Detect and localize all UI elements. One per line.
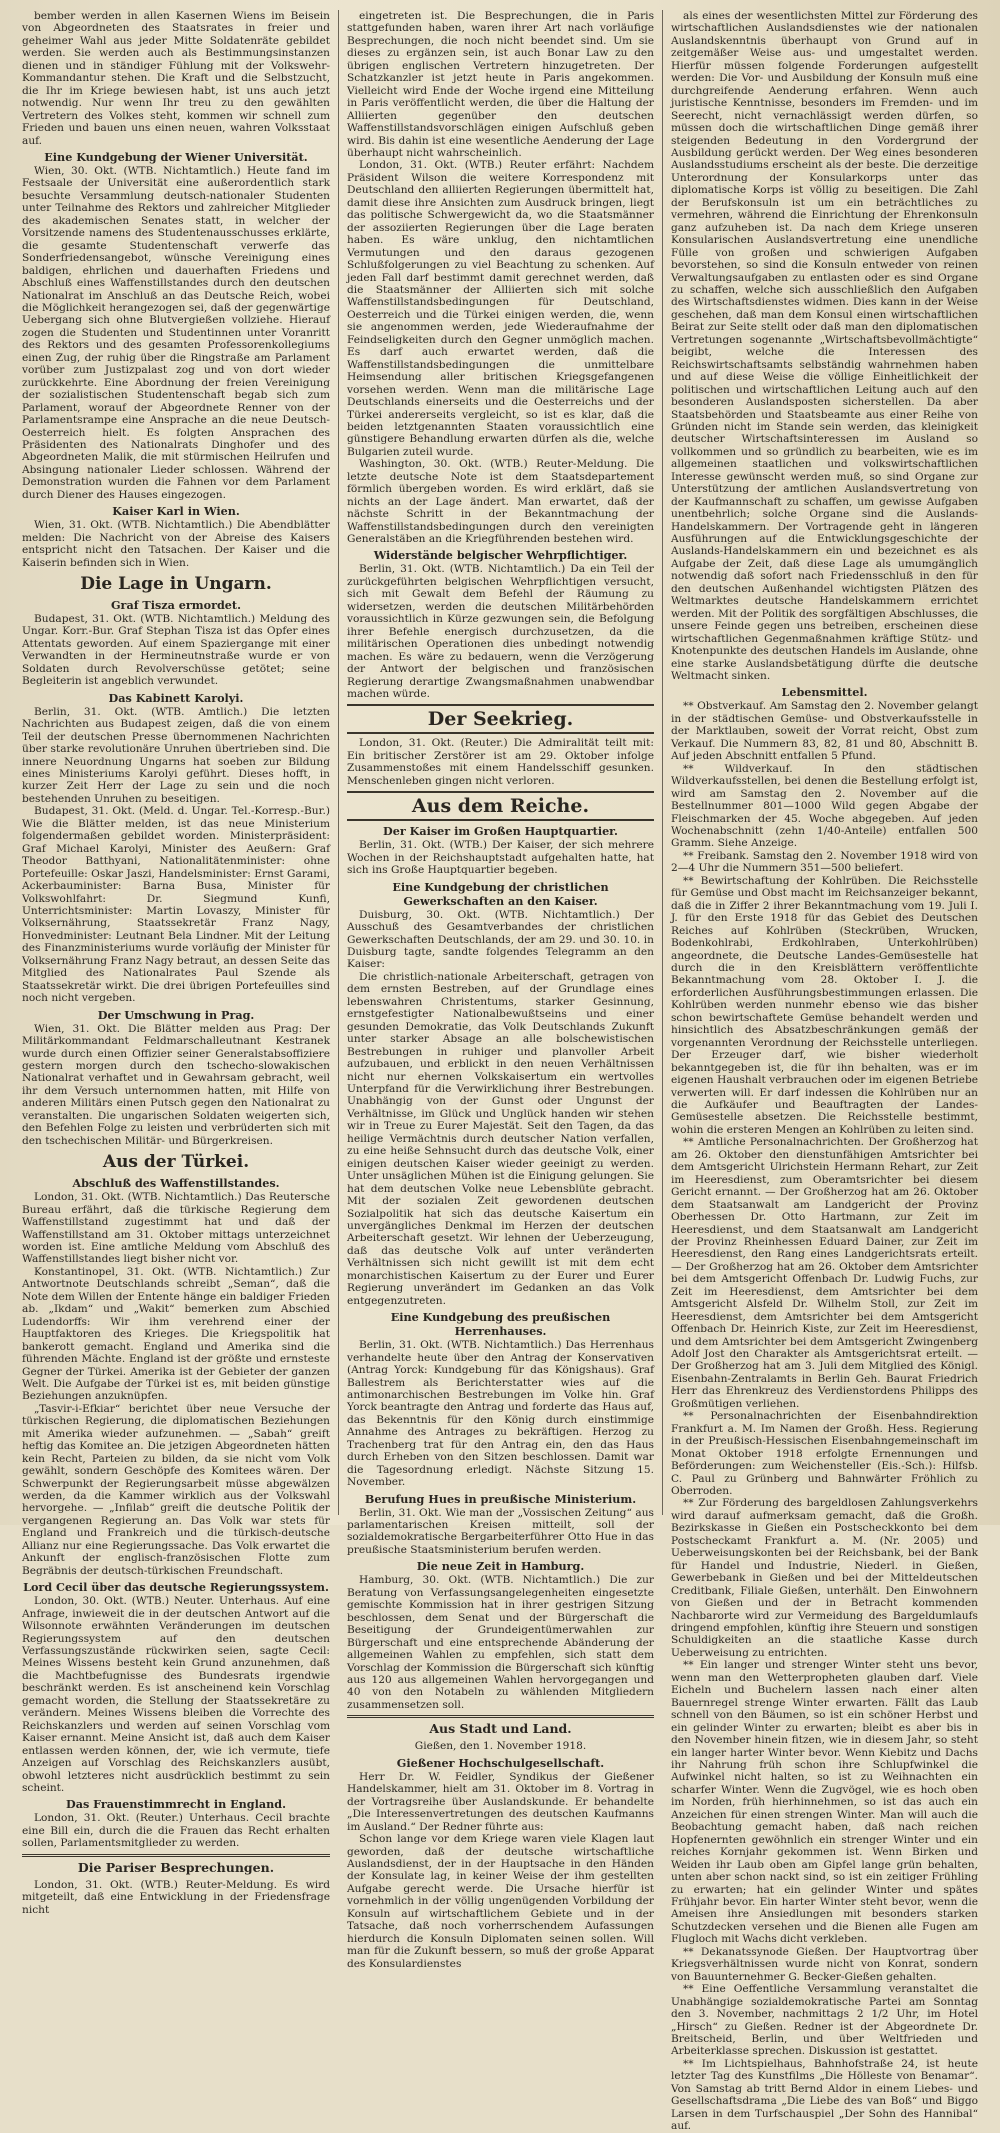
paragraph: Berlin, 31. Okt. (WTB. Nichtamtlich.) Das Herrenhaus verhandelte heute über den Antrag der Konservativen (Antrag Yorck: Kundgebung für das Königshaus). Graf Ballestrem als Berichterstatter wies auf die antimonarchischen Bestrebungen im Volke hin. Graf Yorck beantragte den Antrag und forderte das Haus auf, das Bekenntnis für den König durch einstimmige Annahme des Antrages zu bekräftigen. Herzog zu Trachenberg trat für den Antrag ein, den das Haus durch Erheben von den Sitzen beschlossen. Damit war die Tagesordnung erledigt. Nächste Sitzung 15. November. (347, 1339, 654, 1489)
paragraph: ** Amtliche Personalnachrichten. Der Großherzog hat am 26. Oktober den dienstunfähigen Amtsrichter bei dem Amtsgericht Ulrichstein Hermann Rehart, zur Zeit im Heeresdienst, zum Oberamtsrichter bei diesem Gericht ernannt. — Der Großherzog hat am 26. Oktober dem Staatsanwalt am Landgericht der Provinz Oberhessen Dr. Otto Hartmann, zur Zeit im Heeresdienst, und dem Staatsanwalt am Landgericht der Provinz Rheinhessen Eduard Dainer, zur Zeit im Heeresdienst, den Rang eines Landgerichtsrats erteilt. — Der Großherzog hat am 26. Oktober dem Amtsrichter bei dem Amtsgericht Offenbach Dr. Ludwig Fuchs, zur Zeit im Heeresdienst, dem Amtsrichter bei dem Amtsgericht Alsfeld Dr. Wilhelm Stoll, zur Zeit im Heeresdienst, dem Amtsrichter bei dem Amtsgericht Offenbach Dr. Heinrich Kiste, zur Zeit im Heeresdienst, und dem Amtsrichter bei dem Amtsgericht Zwingenberg Adolf Jost den Charakter als Amtsgerichtsrat erteilt. — Der Großherzog hat am 3. Juli dem Mitglied des Königl. Eisenbahn-Zentralamts in Berlin Geh. Baurat Friedrich Herr das Ehrenkreuz des Verdienstordens Philipps des Großmütigen verliehen. (671, 1136, 978, 1410)
paragraph: ** Freibank. Samstag den 2. November 1918 wird von 2—4 Uhr die Nummern 351—500 beliefert. (671, 849, 978, 875)
paragraph: ** Obstverkauf. Am Samstag den 2. November gelangt in der städtischen Gemüse- und Obstverkaufsstelle in der Marktlauben, soweit der Vorrat reicht, Obst zum Verkauf. Die Nummern 83, 82, 81 und 80, Abschnitt B. Auf jeden Abschnitt entfallen 5 Pfund. (671, 700, 978, 763)
section-heading: Der Umschwung in Prag. (97, 1007, 255, 1022)
paragraph: Wien, 31. Okt. Die Blätter melden aus Prag: Der Militärkommandant Feldmarschalleutnant Kestranek wurde durch einen Offizier seiner Generalstabsoffiziere gestern morgen durch den tschecho-slowakischen Nationalrat verhaftet und in Gewahrsam gebracht, weil ihr dem Versuch unternommen hatten, mit Hilfe von anderen Militärs einen Putsch gegen den Nationalrat zu veranstalten. Die ungarischen Soldaten weigerten sich, den Befehlen Folge zu leisten und verbrüderten sich mit den tschechischen Militär- und Bürgerkreisen. (22, 1022, 330, 1147)
paragraph: Herr Dr. W. Feidler, Syndikus der Gießener Handelskammer, hielt am 31. Oktober im 8. Vortrag in der Vortragsreihe über Auslandskunde. Er behandelte „Die Interessenvertretungen des deutschen Kaufmanns im Ausland.“ Der Redner führte aus: (347, 1770, 654, 1833)
column-2 (338, 10, 662, 1970)
section-heading: Lebensmittel. (781, 685, 868, 700)
paragraph: London, 31. Okt. (WTB. Nichtamtlich.) Das Reutersche Bureau erfährt, daß die türkische Regierung dem Waffenstillstand zugestimmt hat und daß der Waffenstillstand am 31. Oktober mittags unterzeichnet worden ist. Eine amtliche Meldung vom Abschluß des Waffenstillstandes liegt bisher nicht vor. (22, 1191, 330, 1266)
boxed-heading: Aus dem Reiche. (347, 791, 654, 821)
columns (14, 10, 988, 2133)
dateline: Gießen, den 1. November 1918. (414, 1740, 587, 1753)
paragraph: als eines der wesentlichsten Mittel zur Förderung des wirtschaftlichen Auslandsdienstes wie der nationalen Auslandskenntnis überhaupt von Grund auf in zeitgemäßer Weise aus- und umgestaltet werden. Hierfür müssen folgende Forderungen aufgestellt werden: Die Vor- und Ausbildung der Konsuln muß eine durchgreifende Aenderung erfahren. Wenn auch juristische Kenntnisse, besonders im Fremden- und im Seerecht, nicht vernachlässigt werden dürfen, so müssen doch die wirtschaftlichen Dinge gemäß ihrer steigenden Bedeutung in den Vordergrund der Ausbildung gerückt werden. Der Weg eines besonderen Auslandsstudiums erscheint als der beste. Die derzeitige Unterordnung der Konsularkorps unter das diplomatische Korps ist völlig zu beseitigen. Die Zahl der Berufskonsuln ist um ein beträchtliches zu vermehren, während die Einrichtung der Ehrenkonsuln ganz aufzuheben ist. Da nach dem Kriege unseren Konsularischen Auslandsvertretung eine unendliche Fülle von großen und schwierigen Aufgaben bevorstehen, so sind die Konsuln entweder von reinen Verwaltungsaufgaben zu entlasten oder es sind Organe zu schaffen, welche sich ausschließlich den Aufgaben des Wirtschaftsdienstes widmen. Dies kann in der Weise geschehen, daß man dem Konsul einen wirtschaftlichen Beirat zur Seite stellt oder daß man den diplomatischen Vertretungen sogenannte „Wirtschaftsbevollmächtigte“ beigibt, welche die Interessen des Reichswirtschaftsamts selbständig wahrnehmen haben und auf diese Weise die völlige Einheitlichkeit der politischen und wirtschaftlichen Leitung auch auf den besonderen Auslandsposten sicherstellen. Da aber Staatsbehörden und Staatsbeamte aus einer Reihe von Gründen nicht im Stande sein werden, das kleinigkeit deutscher Wirtschaftsinteressen im Ausland so vollkommen und so gründlich zu bearbeiten, wie es im allgemeinen staatlichen und volkswirtschaftlichen Interesse gewünscht werden muß, so sind Organe zur Unterstützung der amtlichen Auslandsvertretung von der Kaufmannschaft zu schaffen, um gewisse Aufgaben unentbehrlich; solche Organe sind die Auslands-Handelskammern. Der Vortragende geht in längeren Ausführungen auf die Entwicklungsgeschichte der Auslands-Handelskammern ein und bezeichnet es als Aufgabe der Zeit, daß diese Lage als umumgänglich notwendig daß sofort nach Friedensschluß in den für den deutschen Außenhandel wichtigsten Plätzen des Weltmarktes deutsche Handelskammern errichtet werden. Mit der Politik des sorgfältigen Abschlusses, die unsere Feinde gegen uns betreiben, erscheinen diese wirtschaftlichen Gegenmaßnahmen kräftige Stütz- und Knotenpunkte des deutschen Handels im Auslande, ohne eine starke Auslandsbetätigung dürfte die deutsche Weltmacht sinken. (671, 10, 978, 683)
paragraph: London, 31. Okt. (WTB.) Reuter-Meldung. Es wird mitgeteilt, daß eine Entwicklung in der Friedensfrage nicht (22, 1878, 330, 1916)
section-heading: Graf Tisza ermordet. (111, 598, 241, 613)
paragraph: ** Bewirtschaftung der Kohlrüben. Die Reichsstelle für Gemüse und Obst macht im Reichsanzeiger bekannt, daß die in Ziffer 2 ihrer Bekanntmachung vom 19. Juli I. J. für den Erste 1918 für das Gebiet des Deutschen Reiches auf Kohlrüben (Steckrüben, Wrucken, Bodenkohlrabi, Erdkohlraben, Unterkohlrüben) angeordnete, die Deutsche Landes-Gemüsestelle hat durch die in den Kreisblättern veröffentlichte Bekanntmachung vom 28. Oktober I. J. die erforderlichen Ausführungsbestimmungen erlassen. Die Kohlrüben werden nunmehr ebenso wie das bisher schon bewirtschaftete Gemüse behandelt werden und hinsichtlich des Absatzbeschränkungen gemäß der vorgenannten Verordnung der Reichsstelle unterliegen. Der Erzeuger darf, wie bisher wiederholt bekanntgegeben ist, die für ihn behalten, was er im eigenen Haushalt verbrauchen oder im eigenen Betriebe verwerten will. Er darf indessen die Kohlrüben nur an die Aufkäufer und Beauftragten der Landes-Gemüsestelle absetzen. Die Reichsstelle bestimmt, wohin die ersteren Mengen an Kohlrüben zu leiten sind. (671, 874, 978, 1136)
paragraph: London, 31. Okt. (WTB.) Reuter erfährt: Nachdem Präsident Wilson die weitere Korrespondenz mit Deutschland den alliierten Regierungen übermittelt hat, damit diese ihre Ansichten zum Ausdruck bringen, liegt das politische Schwergewicht da, wo die Staatsmänner der assoziierten Regierungen über die Lage beraten haben. Es wäre unklug, den nichtamtlichen Vermutungen und den daraus gezogenen Schlußfolgerungen zu viel Beachtung zu schenken. Auf jeden Fall darf bestimmt damit gerechnet werden, daß die Staatsmänner der Alliierten sich mit solche Waffenstillstandsbedingungen für Deutschland, Oesterreich und die Türkei einigen werden, die, wenn sie angenommen werden, jede Wiederaufnahme der Feindseligkeiten durch den Gegner unmöglich machen. Es darf auch erwartet werden, daß die Waffenstillstandsbedingungen die unmittelbare Heimsendung aller britischen Kriegsgefangenen vorsehen werden. Wenn man die militärische Lage Deutschlands einerseits und die Oesterreichs und der Türkei andererseits vergleicht, so ist es klar, daß die beiden letztgenannten Staaten voraussichtlich eine günstigere Behandlung erwarten dürfen als die, welche Bulgarien zuteil wurde. (347, 159, 654, 458)
paragraph: Wien, 30. Okt. (WTB. Nichtamtlich.) Heute fand im Festsaale der Universität eine außerordentlich stark besuchte Versammlung deutsch-nationaler Studenten unter Teilnahme des Rektors und zahlreicher Mitglieder des akademischen Senates statt, in welcher der Vorsitzende namens des Studentenausschusses erklärte, die gesamte Studentenschaft verwerfe das Sonderfriedensangebot, wünsche Vereinigung eines baldigen, ehrlichen und dauerhaften Friedens und Abschluß eines Waffenstillstandes durch den deutschen Nationalrat im Anschluß an das Deutsche Reich, wobei die Möglichkeit herangezogen sei, daß der gegenwärtige Uebergang sich ohne Blutvergießen vollziehe. Hierauf zogen die Studenten und Studentinnen unter Voranritt des Rektors und des gesamten Professorenkollegiums einen Zug, der ruhig über die Ringstraße am Parlament vorüber zum Justizpalast zog und von dort wieder zurückkehrte. Eine Abordnung der freien Vereinigung der sozialistischen Studentenschaft begab sich zum Parlament, worauf der Abgeordnete Renner von der Parlamentsrampe eine Ansprache an die neue Deutsch-Oesterreich hielt. Es folgten Ansprachen des Präsidenten des Nationalrats Dinghofer und des Abgeordneten Malik, die mit stürmischen Heilrufen und Absingung nationaler Lieder schlossen. Während der Demonstration wurden die Fahnen vor dem Parlament durch Diener des Hauses eingezogen. (22, 164, 330, 501)
paragraph: London, 31. Okt. (Reuter.) Die Admiralität teilt mit: Ein britischer Zerstörer ist am 29. Oktober infolge Zusammenstoßes mit einem Handelsschiff gesunken. Menschenleben gingen nicht verloren. (347, 737, 654, 787)
paragraph: Berlin, 31. Okt. (WTB. Nichtamtlich.) Da ein Teil der zurückgeführten belgischen Wehrpflichtigen versucht, sich mit Gewalt dem Befehl der Räumung zu widersetzen, werden die deutschen Militärbehörden voraussichtlich in Kürze gezwungen sein, die Befolgung ihrer Befehle energisch durchzusetzen, da die militärischen Operationen dies unbedingt notwendig machen. Es wäre zu bedauern, wenn die Verzögerung der Antwort der belgischen und französischen Regierung derartige Zwangsmaßnahmen unabwendbar machen würde. (347, 563, 654, 701)
section-heading: Widerstände belgischer Wehrpflichtiger. (373, 548, 628, 563)
ruled-heading: Aus Stadt und Land. (347, 1715, 654, 1738)
paragraph: Berlin, 31. Okt. (WTB. Amtlich.) Die letzten Nachrichten aus Budapest zeigen, daß die von einem Teil der deutschen Presse übernommenen Nachrichten über starke revolutionäre Unruhen übertrieben sind. Die innere Neuordnung Ungarns hat soeben zur Bildung eines Ministeriums Karolyi geführt. Dieses hofft, in kurzer Zeit Herr der Lage zu sein und die noch bestehenden Unruhen zu beseitigen. (22, 705, 330, 805)
paragraph: Berlin, 31. Okt. Wie man der „Vossischen Zeitung“ aus parlamentarischen Kreisen mitteilt, soll der sozialdemokratische Bergarbeiterführer Otto Hue in das preußische Staatsministerium berufen werden. (347, 1506, 654, 1556)
paragraph: Hamburg, 30. Okt. (WTB. Nichtamtlich.) Die zur Beratung von Verfassungsangelegenheiten eingesetzte gemischte Kommission hat in ihrer gestrigen Sitzung beschlossen, dem Senat und der Bürgerschaft die Beseitigung der Grundeigentümerwahlen zur Bürgerschaft und eine entsprechende Abänderung der allgemeinen Wahlen zu empfehlen, sich statt dem Vorschlag der Kommission die Bürgerschaft sich künftig aus 120 aus allgemeinen Wahlen hervorgegangen und 40 von den Notabeln zu wählenden Mitgliedern zusammensetzen soll. (347, 1574, 654, 1711)
paragraph: Budapest, 31. Okt. (WTB. Nichtamtlich.) Meldung des Ungar. Korr.-Bur. Graf Stephan Tisza ist das Opfer eines Attentats geworden. Auf einem Spaziergange mit einer Verwandten in der Hermineutnstraße wurde er von Soldaten durch Revolverschüsse getötet; seine Begleiterin ist angeblich verwundet. (22, 613, 330, 688)
paragraph: ** Personalnachrichten der Eisenbahndirektion Frankfurt a. M. Im Namen der Großh. Hess. Regierung in der Preußisch-Hessischen Eisenbahngemeinschaft im Monat Oktober 1918 erfolgte Ernennungen und Beförderungen: zum Weichensteller (Eis.-Sch.): Hilfsb. C. Paul zu Grünberg und Bahnwärter Fröhlich zu Oberroden. (671, 1410, 978, 1498)
paragraph: bember werden in allen Kasernen Wiens im Beisein von Abgeordneten des Staatsrates in freier und geheimer Wahl aus jeder Mitte Soldatenräte gebildet werden. Sie werden auch als Bestimmungsinstanzen dienen und in ständiger Fühlung mit der Volkswehr-Kommandantur stehen. Die Kraft und die Selbstzucht, die Ihr im Kriege bewiesen habt, ist uns auch jetzt notwendig. Nur wenn Ihr treu zu den gewählten Vertretern des Volkes steht, kommen wir schnell zum Frieden und bauen uns einen neuen, wahren Volksstaat auf. (22, 10, 330, 147)
section-heading: Kaiser Karl in Wien. (112, 504, 240, 519)
section-heading: Gießener Hochschulgesellschaft. (396, 1755, 605, 1770)
paragraph: ** Wildverkauf. In den städtischen Wildverkaufsstellen, bei denen die Bestellung erfolgt ist, wird am Samstag den 2. November auf die Bestellnummer 801—1000 Wild gegen Abgabe der Fleischmarken der 45. Woche abgegeben. Auf jeden Wochenabschnitt (zehn 1/40-Anteile) entfallen 500 Gramm. Siehe Anzeige. (671, 762, 978, 850)
boxed-heading: Der Seekrieg. (347, 704, 654, 734)
section-heading: Eine Kundgebung des preußischen Herrenhauses. (390, 1310, 611, 1339)
section-heading: Abschluß des Waffenstillstandes. (72, 1176, 280, 1191)
paragraph: Washington, 30. Okt. (WTB.) Reuter-Meldung. Die letzte deutsche Note ist dem Staatsdepartement förmlich übergeben worden. Es wird erklärt, daß sie nichts an der Lage ändert. Man erwartet, daß der nächste Schritt in der Bekanntmachung der Waffenstillstandsbedingungen durch den vereinigten Generalstäben an die Kriegführenden bestehen wird. (347, 458, 654, 546)
paragraph: Konstantinopel, 31. Okt. (WTB. Nichtamtlich.) Zur Antwortnote Deutschlands schreibt „Seman“, daß die Note dem Willen der Entente hänge ein baldiger Frieden ab. „Ikdam“ und „Wakit“ bemerken zum Abschied Ludendorffs: Wir ihm verehrend einer der Hauptfaktoren des Krieges. Die Kriegspolitik hat bankerott gemacht. England und Amerika sind die führenden Mächte. England ist der größte und ernsteste Gegner der Türkei. Amerika ist der Gebieter der ganzen Welt. Die Aufgabe der Türkei ist es, mit beiden günstige Beziehungen anzuknüpfen. (22, 1265, 330, 1403)
paragraph: ** Zur Förderung des bargeldlosen Zahlungsverkehrs wird darauf aufmerksam gemacht, daß die Großh. Bezirkskasse in Gießen ein Postscheckkonto bei dem Postscheckamt Frankfurt a. M. (Nr. 2005) und Ueberweisungskonten bei der Reichsbank, bei der Bank für Handel und Industrie, Niederl. in Gießen, Gewerbebank in Gießen und bei der Mitteldeutschen Creditbank, Filiale Gießen, unterhält. Den Einwohnern von Gießen und der in Betracht kommenden Nachbarorte wird zur Vermeidung des Bargeldumlaufs dringend empfohlen, künftig ihre Steuern und sonstigen Schuldigkeiten an die staatliche Kasse durch Ueberweisung zu entrichten. (671, 1497, 978, 1659)
section-heading: Lord Cecil über das deutsche Regierungssystem. (23, 1580, 329, 1595)
section-heading: Berufung Hues in preußische Ministerium. (364, 1491, 637, 1506)
paragraph: Wien, 31. Okt. (WTB. Nichtamtlich.) Die Abendblätter melden: Die Nachricht von der Abreise des Kaisers entspricht nicht den Tatsachen. Der Kaiser und die Kaiserin befinden sich in Wien. (22, 519, 330, 569)
paragraph: ** Im Lichtspielhaus, Bahnhofstraße 24, ist heute letzter Tag des Kunstfilms „Die Hölleste von Benamar“. Von Samstag ab tritt Bernd Aldor in einem Liebes- und Gesellschaftsdrama „Die Liebe des van Boß“ und Biggo Larsen in dem Turfschauspiel „Der Sohn des Hannibal“ auf. (671, 2057, 978, 2133)
paragraph: ** Eine Oeffentliche Versammlung veranstaltet die Unabhängige sozialdemokratische Partei am Sonntag den 3. November, nachmittags 2 1/2 Uhr, im Hotel „Hirsch“ zu Gießen. Redner ist der Abgeordnete Dr. Breitscheid, Berlin, und über Weltfrieden und Arbeiterklasse sprechen. Diskussion ist gestattet. (671, 1983, 978, 2058)
section-heading: Der Kaiser im Großen Hauptquartier. (383, 824, 618, 839)
column-3 (662, 10, 986, 2133)
paragraph: Budapest, 31. Okt. (Meld. d. Ungar. Tel.-Korresp.-Bur.) Wie die Blätter melden, ist das neue Ministerium folgendermaßen gebildet worden. Ministerpräsident: Graf Michael Karolyi, Minister des Aeußern: Graf Theodor Batthyani, Nationalitätenminister: ohne Portefeuille: Oskar Jaszi, Handelsminister: Ernst Garami, Ackerbauminister: Barna Busa, Minister für Volkswohlfahrt: Dr. Siegmund Kunfi, Unterrichtsminister: Martin Lovaszy, Minister für Volksernährung, Staatssekretär Franz Nagy, Honvedminister: Leutnant Bela Lindner. Mit der Leitung des Finanzministeriums wurde vorläufig der Minister für Volksernährung Franz Nagy betraut, an dessen Seite das Mitglied des Nationalrates Paul Szende als Staatssekretär wirkt. Die drei übrigen Portefeuilles sind noch nicht vergeben. (22, 805, 330, 1005)
paragraph: eingetreten ist. Die Besprechungen, die in Paris stattgefunden haben, waren ihrer Art nach vorläufige Besprechungen, die noch nicht beendet sind. Um sie dieses zu ergänzen sein, ist auch Bonar Law zu den übrigen englischen Vertretern hinzugetreten. Der Schatzkanzler ist jetzt heute in Paris angekommen. Vielleicht wird Ende der Woche irgend eine Mitteilung in Paris veröffentlicht werden, die über die Haltung der Alliierten gegenüber den deutschen Waffenstillstandsvorschlägen einigen Aufschluß geben wird. Bis dahin ist eine wesentliche Aenderung der Lage überhaupt nicht wahrscheinlich. (347, 10, 654, 159)
paragraph: Die christlich-nationale Arbeiterschaft, getragen von dem ernsten Bestreben, auf der Grundlage eines lebenswahren Christentums, starker Gesinnung, ernstgefestigter Nationalbewußtseins und einer gesunden Demokratie, das Volk Deutschlands Zukunft unter starker Absage an alle bolschewistischen Bestrebungen in ruhiger und planvoller Arbeit aufzubauen, und erblickt in den neuen Verhältnissen nicht nur ehernen Volkskaisertum ein wertvolles Unterpfand für die Verwirklichung ihrer Bestrebungen. Unabhängig von der Gunst oder Ungunst der Verhältnisse, im Glück und Unglück handen wir stehen wir in Treue zu Eurer Majestät. Seit den Tagen, da das heilige Vermächtnis durch deutscher Nation verfallen, zu eine heiße Sehnsucht durch das deutsche Volk, einer einigen deutschen Kaiser wieder geeinigt zu werden. Unter unsäglichen Mühen ist die Einigung gelungen. Sie hat dem deutschen Volke neue Lebensblüte gebracht. Mit der sozialen Zeit gewordenen deutschen Sozialpolitik hat sich das deutsche Kaisertum ein unvergängliches Denkmal im Herzen der deutschen Arbeiterschaft gesetzt. Wir lehnen der Ueberzeugung, daß das deutsche Volk auf unter veränderten Verhältnissen sich nicht gewillt ist mit dem echt monarchistischen Kaisertum zu der Eurer und Eurer Regierung unverändert im Gedanken an das Volk entgegenzutreten. (347, 970, 654, 1307)
column-1 (14, 10, 338, 1916)
major-heading: Die Lage in Ungarn. (80, 574, 272, 595)
paragraph: London, 30. Okt. (WTB.) Neuter. Unterhaus. Auf eine Anfrage, inwieweit die in der deutschen Antwort auf die Wilsonnote erwähnten Veränderungen im deutschen Regierungssystem auf den deutschen Verfassungszustände rückwirken seien, sagte Cecil: Meines Wissens besteht kein Grund anzunehmen, daß die Machtbefugnisse des Bundesrats irgendwie beschränkt werden. Es ist anscheinend kein Vorschlag gemacht worden, die Stellung der Staatssekretäre zu verändern. Meines Wissens bleiben die Vorrechte des Reichskanzlers und werden auf seinen Vorschlag vom Kaiser ernannt. Meine Ansicht ist, daß auch dem Kaiser entlassen werden können, der, wie ich vermute, tiefe Anzeigen auf Vorschlag des Reichskanzlers ausübt, obwohl letzteres nicht ausdrücklich bestimmt zu sein scheint. (22, 1595, 330, 1794)
paragraph: ** Dekanatssynode Gießen. Der Hauptvortrag über Kriegsverhältnissen wurde nicht von Konrat, sondern von Bauunternehmer G. Becker-Gießen gehalten. (671, 1945, 978, 1983)
ruled-heading: Die Pariser Besprechungen. (22, 1854, 330, 1877)
paragraph: Duisburg, 30. Okt. (WTB. Nichtamtlich.) Der Ausschuß des Gesamtverbandes der christlichen Gewerkschaften Deutschlands, der am 29. und 30. 10. in Duisburg tagte, sandte folgendes Telegramm an den Kaiser: (347, 908, 654, 971)
section-heading: Das Frauenstimmrecht in England. (66, 1797, 286, 1812)
section-heading: Das Kabinett Karolyi. (108, 690, 244, 705)
paragraph: Schon lange vor dem Kriege waren viele Klagen laut geworden, daß der deutsche wirtschaftliche Auslandsdienst, der in der Hauptsache in den Händen der Konsulate lag, in keiner Weise der ihm gestellten Aufgabe gerecht werde. Die Ursache hierfür ist vornehmlich in der völlig ungenügenden Vorbildung der Konsuln auf wirtschaftlichem Gebiete und in der Tatsache, daß noch vorherrschendem Aufassungen hierdurch die Konsuln Diplomaten seinen sollen. Will man für die Zukunft bessern, so muß der große Apparat des Konsulardienstes (347, 1833, 654, 1970)
paragraph: ** Ein langer und strenger Winter steht uns bevor, wenn man den Wetterpropheten glauben darf. Viele Eicheln und Buchelern lassen nach einer alten Bauernregel strenge Winter erwarten. Fällt das Laub schnell von den Bäumen, so ist ein schöner Herbst und ein gelinder Winter zu erwarten; bleibt es aber bis in den November hinein fitzen, wie in diesem Jahr, so steht ein langer harter Winter bevor. Wenn Kiebitz und Dachs ihr Nahrung früh schon ihre Schlupfwinkel die Aufwinkel nicht halten, so ist zu Weihnachten ein scharfer Winter. Wenn die Zugvögel, wie es hoch oben im Norden, früh hierhinnehmen, so ist das auch ein Anzeichen für einen strengen Winter. Man will auch die Beobachtung gemacht haben, daß nach reichen Hopfenernten gewöhnlich ein strenger Winter und ein reiches Kornjahr gekommen ist. Wenn Birken und Weiden ihr Laub oben am Gipfel lange grün behalten, unten aber schon nackt sind, so ist ein zeitiger Frühling zu erwarten; hat ein gelinder Winter und spätes Frühjahr bevor. Ein harter Winter steht bevor, wenn die Ameisen ihre Ansiedlungen mit besonders starken Schutzdecken versehen und die Bienen alle Fugen am Flugloch mit Wachs dicht verkleben. (671, 1659, 978, 1946)
section-heading: Eine Kundgebung der Wiener Universität. (44, 149, 308, 164)
paragraph: London, 31. Okt. (Reuter.) Unterhaus. Cecil brachte eine Bill ein, durch die die Frauen das Recht erhalten sollen, Parlamentsmitglieder zu werden. (22, 1812, 330, 1850)
major-heading: Aus der Türkei. (102, 1152, 250, 1173)
paragraph: „Tasvir-i-Efkiar“ berichtet über neue Versuche der türkischen Regierung, die diplomatischen Beziehungen mit Amerika wieder aufzunehmen. — „Sabah“ greift heftig das Komitee an. Die jetzigen Abgeordneten hätten kein Recht, Parteien zu bilden, da sie nicht vom Volk gewählt, sondern Geschöpfe des Komitees wären. Der Schwerpunkt der Regierungsarbeit müsse abgewälzen werden, da die Kammer wirklich aus der Volkswahl hervorgehe. — „Infilab“ greift die deutsche Politik der vergangenen Regierung an. Das Volk war stets für England und Frankreich und die türkisch-deutsche Allianz nur eine Regierungssache. Das Volk erwartet die Ankunft der englisch-französischen Flotte zum Begräbnis der deutsch-türkischen Freundschaft. (22, 1402, 330, 1577)
section-heading: Eine Kundgebung der christlichen Gewerkschaften an den Kaiser. (392, 879, 609, 908)
paragraph: Berlin, 31. Okt. (WTB.) Der Kaiser, der sich mehrere Wochen in der Reichshauptstadt aufgehalten hatte, hat sich ins Große Hauptquartier begeben. (347, 839, 654, 877)
section-heading: Die neue Zeit in Hamburg. (416, 1559, 585, 1574)
